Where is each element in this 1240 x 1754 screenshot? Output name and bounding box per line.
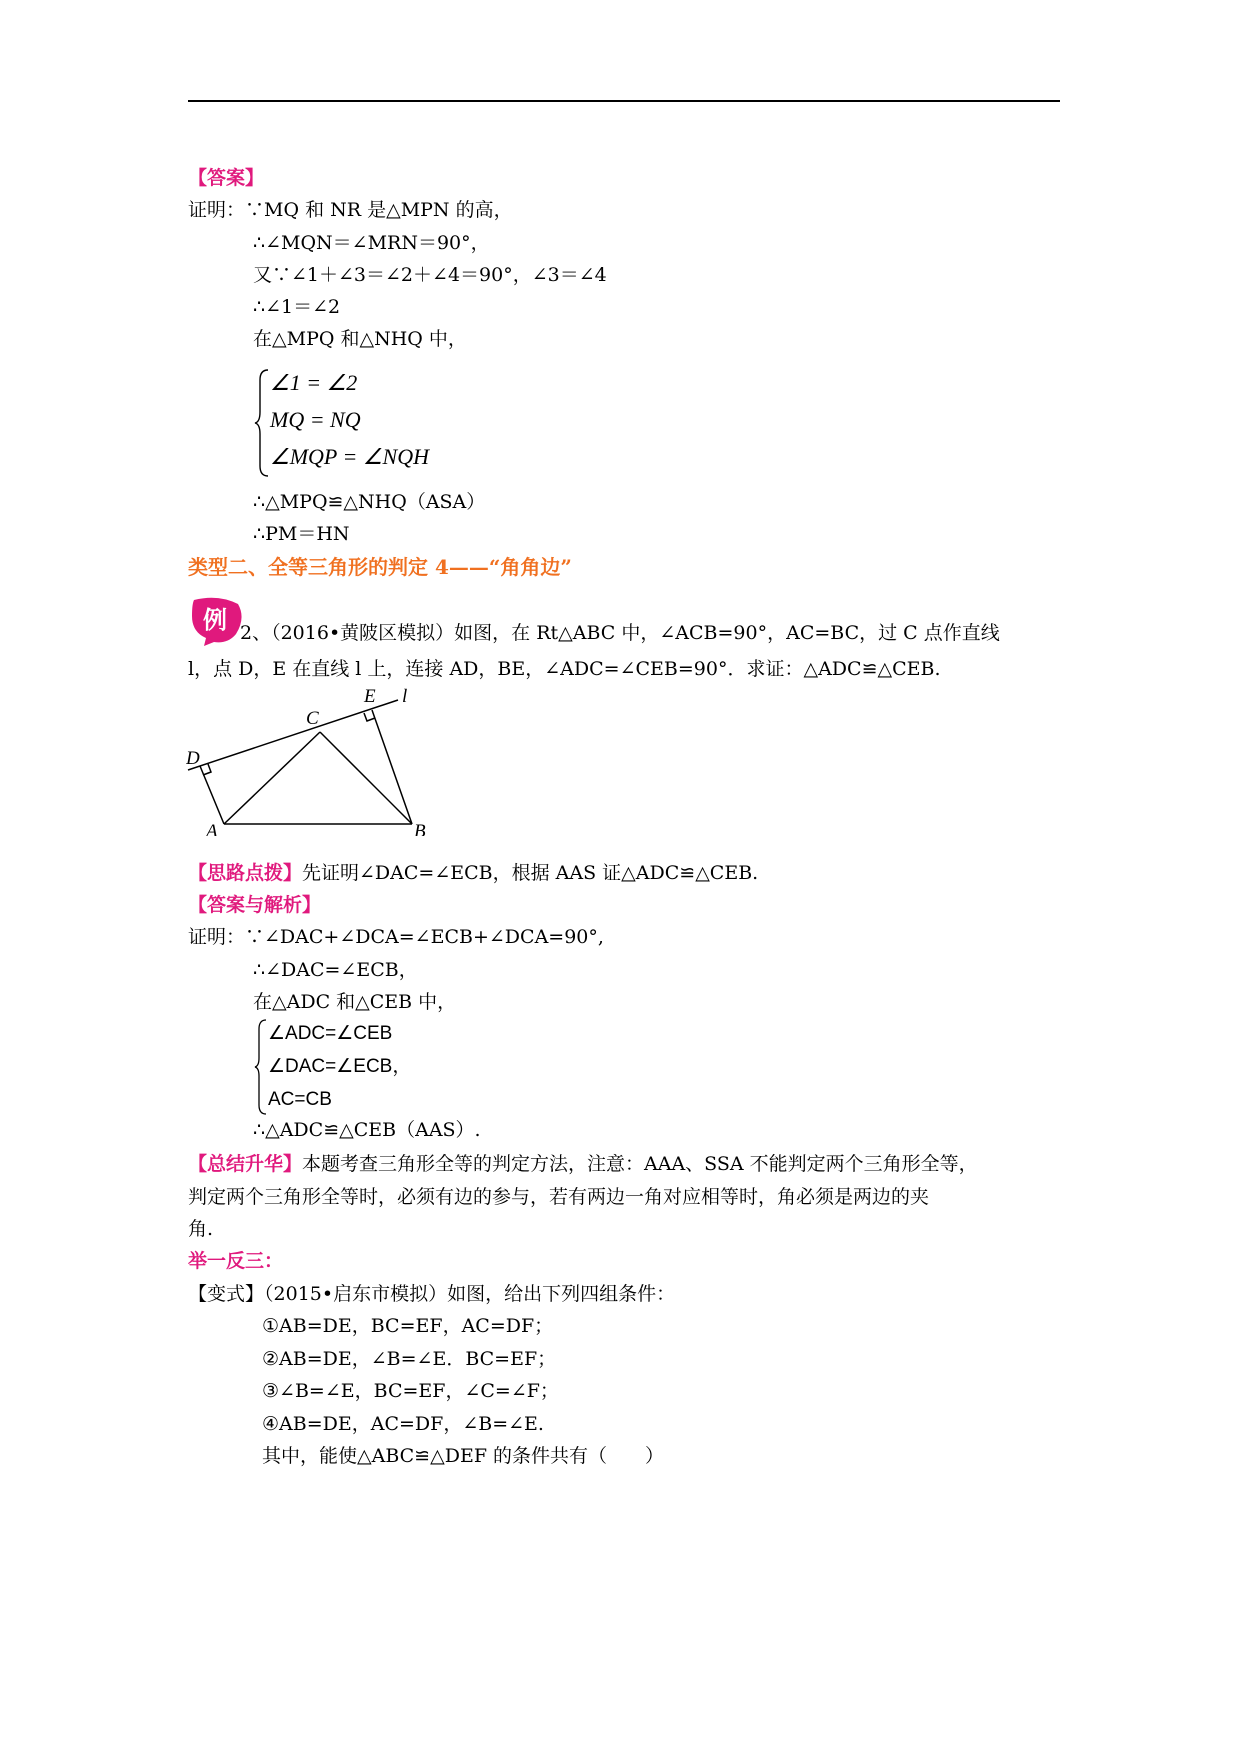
proof-line: ∴∠MQN＝∠MRN＝90°， [253, 232, 490, 254]
right-angle-d [203, 764, 211, 775]
system-line: ∠DAC=∠ECB， [268, 1056, 412, 1077]
summary-line [188, 1151, 978, 1177]
question-line: 其中，能使△ABC≌△DEF 的条件共有（ ） [262, 1445, 665, 1467]
system-line: MQ = NQ [270, 407, 361, 432]
summary-line: 角. [188, 1218, 214, 1240]
system-line: AC=CB [268, 1089, 332, 1110]
example-line: 2、（2016•黄陂区模拟）如图，在 Rt△ABC 中，∠ACB=90°，AC=BC，过 C 点作直线 [240, 622, 1000, 644]
label-b: B [414, 821, 426, 836]
example-badge-text: 例 [203, 606, 227, 634]
proof-line: 又∵∠1＋∠3＝∠2＋∠4＝90°，∠3＝∠4 [253, 264, 607, 286]
option-item: ③∠B=∠E，BC=EF，∠C=∠F； [262, 1380, 559, 1402]
summary-tag: 【总结升华】 [188, 1153, 303, 1175]
proof-line: 在△ADC 和△CEB 中， [253, 991, 457, 1013]
conclusion-line: ∴△ADC≌△CEB（AAS）. [253, 1119, 481, 1141]
conclusion-line: ∴△MPQ≌△NHQ（ASA） [253, 491, 486, 513]
example-line: l，点 D，E 在直线 l 上，连接 AD，BE，∠ADC=∠CEB=90°．求证：△ADC≌△CEB. [188, 658, 941, 680]
answer-analysis-heading: 【答案与解析】 [188, 894, 322, 916]
proof-line: 证明：∵∠DAC+∠DCA=∠ECB+∠DCA=90°, [188, 926, 604, 948]
label-d: D [186, 748, 200, 769]
left-brace [254, 1018, 268, 1116]
proof-line: 在△MPQ 和△NHQ 中， [253, 328, 467, 350]
line-l [188, 700, 398, 770]
header-rule [188, 100, 1060, 102]
system-line: ∠MQP = ∠NQH [270, 444, 429, 469]
hint-text: 先证明∠DAC=∠ECB，根据 AAS 证△ADC≌△CEB. [302, 862, 759, 884]
segment-cb [320, 732, 412, 824]
summary-text: 本题考查三角形全等的判定方法，注意：AAA、SSA 不能判定两个三角形全等， [302, 1153, 978, 1175]
variant-tag: 【变式】 [188, 1283, 265, 1305]
hint-tag: 【思路点拨】 [188, 862, 303, 884]
system-line: ∠ADC=∠CEB [268, 1023, 393, 1044]
label-c: C [306, 708, 319, 729]
answer-heading: 【答案】 [188, 167, 265, 189]
variant-line [188, 1281, 675, 1307]
system-line: ∠1 = ∠2 [270, 370, 358, 395]
label-e: E [364, 686, 376, 707]
conclusion-line: ∴PM＝HN [253, 523, 350, 545]
option-item: ①AB=DE，BC=EF，AC=DF； [262, 1315, 554, 1337]
proof-line: 证明：∵MQ 和 NR 是△MPN 的高， [188, 199, 513, 221]
summary-line: 判定两个三角形全等时，必须有边的参与，若有两边一角对应相等时，角必须是两边的夹 [188, 1186, 930, 1208]
segment-ac [224, 732, 320, 824]
variant-text: （2015•启东市模拟）如图，给出下列四组条件： [264, 1283, 676, 1305]
option-item: ②AB=DE，∠B=∠E．BC=EF； [262, 1348, 557, 1370]
proof-line: ∴∠DAC=∠ECB， [253, 959, 418, 981]
practice-heading: 举一反三： [188, 1250, 284, 1272]
proof-line: ∴∠1＝∠2 [253, 296, 341, 318]
segment-be [372, 710, 412, 824]
label-a: A [206, 821, 218, 836]
label-l: l [402, 686, 408, 707]
geometry-figure [186, 686, 436, 836]
section-title: 类型二、全等三角形的判定 4——“角角边” [188, 555, 572, 579]
example-badge-icon [188, 596, 244, 646]
option-item: ④AB=DE，AC=DF，∠B=∠E. [262, 1413, 544, 1435]
hint-line [188, 860, 758, 886]
